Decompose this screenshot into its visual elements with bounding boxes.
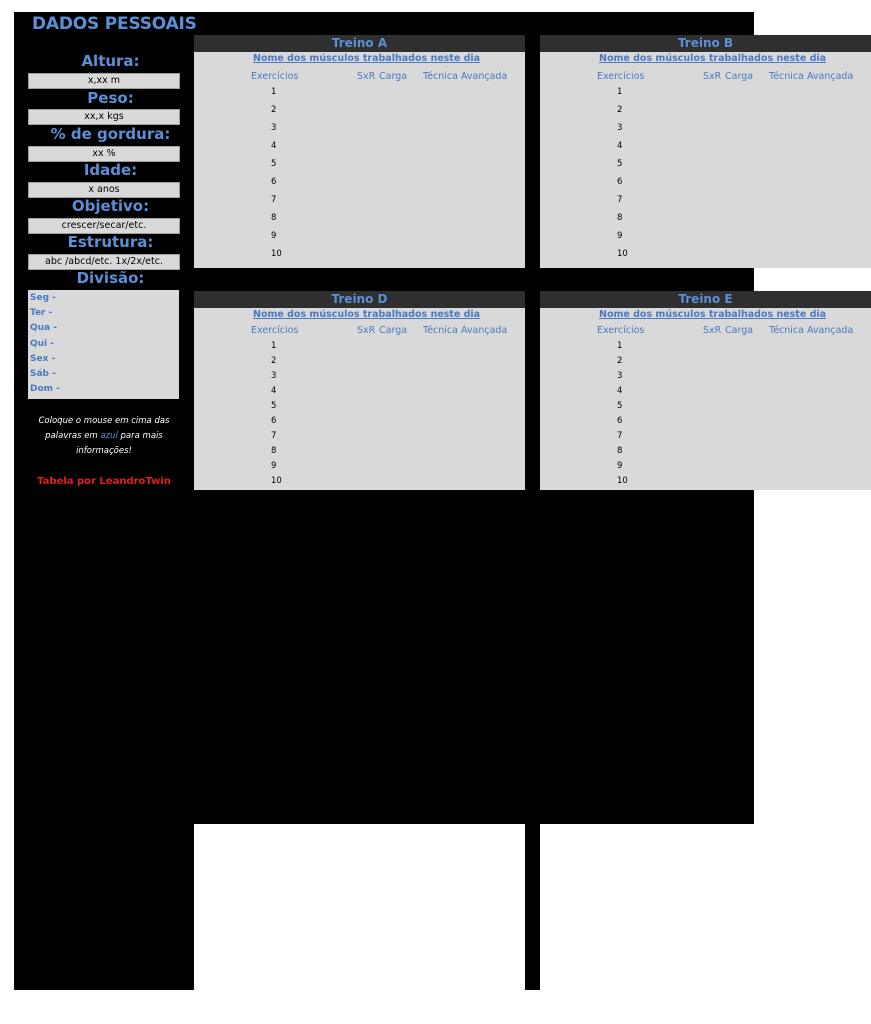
empty-area-left — [194, 824, 525, 990]
age-value[interactable]: x anos — [28, 182, 180, 198]
height-label[interactable]: Altura: — [81, 52, 140, 70]
table-row[interactable] — [194, 460, 525, 475]
row-number: 2 — [271, 105, 277, 115]
hint-line-3: informações! — [76, 446, 132, 456]
workout-panel-d — [194, 291, 525, 490]
weight-value[interactable]: xx,x kgs — [28, 109, 180, 125]
hint-line-1: Coloque o mouse em cima das — [38, 416, 170, 426]
panel-a-title[interactable]: Treino A — [194, 35, 525, 52]
table-row[interactable] — [194, 430, 525, 445]
row-number: 6 — [271, 416, 277, 426]
table-row[interactable] — [194, 230, 525, 248]
table-row[interactable] — [194, 104, 525, 122]
row-number: 10 — [617, 249, 628, 259]
row-number: 6 — [617, 416, 623, 426]
panel-e-muscles[interactable]: Nome dos músculos trabalhados neste dia — [599, 309, 827, 320]
row-number: 7 — [617, 195, 623, 205]
structure-label[interactable]: Estrutura: — [67, 233, 154, 251]
table-row[interactable] — [540, 355, 871, 370]
table-row[interactable] — [540, 370, 871, 385]
row-number: 3 — [617, 371, 623, 381]
table-row[interactable] — [194, 340, 525, 355]
age-label[interactable]: Idade: — [83, 161, 138, 179]
row-number: 6 — [271, 177, 277, 187]
structure-value[interactable]: abc /abcd/etc. 1x/2x/etc. — [28, 254, 180, 270]
panel-b-muscles[interactable]: Nome dos músculos trabalhados neste dia — [599, 53, 827, 64]
table-row[interactable] — [540, 86, 871, 104]
panel-e-technique-header[interactable]: Técnica Avançada — [769, 325, 854, 336]
panel-d-title[interactable]: Treino D — [194, 291, 525, 308]
row-number: 10 — [271, 249, 282, 259]
row-number: 4 — [617, 386, 623, 396]
weight-label[interactable]: Peso: — [87, 89, 134, 107]
row-number: 7 — [271, 195, 277, 205]
panel-d-technique-header[interactable]: Técnica Avançada — [423, 325, 508, 336]
row-number: 3 — [617, 123, 623, 133]
row-number: 5 — [617, 401, 623, 411]
table-row[interactable] — [540, 248, 871, 266]
panel-e-title[interactable]: Treino E — [540, 291, 871, 308]
spreadsheet-sheet — [14, 12, 854, 990]
row-number: 2 — [271, 356, 277, 366]
row-number: 5 — [617, 159, 623, 169]
row-number: 9 — [617, 461, 623, 471]
panel-d-carga-header[interactable]: Carga — [379, 325, 408, 336]
panel-d-sxr-header[interactable]: SxR — [357, 325, 376, 336]
table-row[interactable] — [540, 104, 871, 122]
table-row[interactable] — [540, 415, 871, 430]
row-number: 7 — [271, 431, 277, 441]
panel-a-technique-header[interactable]: Técnica Avançada — [423, 71, 508, 82]
panel-b-technique-header[interactable]: Técnica Avançada — [769, 71, 854, 82]
panel-d-exercises-header[interactable]: Exercícios — [251, 325, 299, 336]
row-number: 7 — [617, 431, 623, 441]
table-row[interactable] — [194, 86, 525, 104]
row-number: 9 — [617, 231, 623, 241]
table-row[interactable] — [194, 158, 525, 176]
table-row[interactable] — [194, 194, 525, 212]
table-row[interactable] — [540, 385, 871, 400]
day-monday[interactable]: Seg - — [30, 293, 56, 303]
row-number: 3 — [271, 123, 277, 133]
table-row[interactable] — [194, 385, 525, 400]
table-row[interactable] — [194, 122, 525, 140]
table-row[interactable] — [194, 370, 525, 385]
panel-a-carga-header[interactable]: Carga — [379, 71, 408, 82]
panel-e-exercises-header[interactable]: Exercícios — [597, 325, 645, 336]
panel-e-sxr-header[interactable]: SxR — [703, 325, 722, 336]
table-row[interactable] — [540, 460, 871, 475]
row-number: 2 — [617, 105, 623, 115]
goal-value[interactable]: crescer/secar/etc. — [28, 218, 180, 234]
table-row[interactable] — [540, 230, 871, 248]
row-number: 10 — [271, 476, 282, 486]
hint-blue-word: azul — [100, 431, 118, 441]
table-row[interactable] — [194, 176, 525, 194]
row-number: 4 — [271, 386, 277, 396]
row-number: 1 — [271, 87, 277, 97]
row-number: 3 — [271, 371, 277, 381]
day-thursday[interactable]: Qui - — [30, 339, 55, 349]
table-row[interactable] — [540, 430, 871, 445]
panel-b-sxr-header[interactable]: SxR — [703, 71, 722, 82]
table-row[interactable] — [194, 140, 525, 158]
panel-b-carga-header[interactable]: Carga — [725, 71, 754, 82]
row-number: 4 — [617, 141, 623, 151]
table-row[interactable] — [540, 158, 871, 176]
hint-line-2-start: palavras em — [45, 431, 101, 441]
division-label[interactable]: Divisão: — [76, 269, 145, 287]
hint-line-2 — [24, 429, 184, 444]
row-number: 1 — [617, 87, 623, 97]
table-row[interactable] — [194, 415, 525, 430]
row-number: 10 — [617, 476, 628, 486]
panel-b-title[interactable]: Treino B — [540, 35, 871, 52]
body-fat-value[interactable]: xx % — [28, 146, 180, 162]
table-row[interactable] — [540, 212, 871, 230]
workout-panel-a — [194, 35, 525, 268]
day-tuesday[interactable]: Ter - — [30, 308, 53, 318]
day-sunday[interactable]: Dom - — [30, 384, 60, 394]
table-row[interactable] — [194, 400, 525, 415]
day-wednesday[interactable]: Qua - — [30, 323, 57, 333]
table-row[interactable] — [194, 248, 525, 266]
row-number: 1 — [617, 341, 623, 351]
panel-d-column-headers — [194, 322, 525, 340]
table-row[interactable] — [194, 212, 525, 230]
row-number: 6 — [617, 177, 623, 187]
workout-panel-b — [540, 35, 871, 268]
table-row[interactable] — [540, 340, 871, 355]
day-saturday[interactable]: Sáb - — [30, 369, 56, 379]
table-row[interactable] — [540, 445, 871, 460]
table-row[interactable] — [540, 122, 871, 140]
workout-panel-e — [540, 291, 871, 490]
height-value[interactable]: x,xx m — [28, 73, 180, 89]
panel-d-muscles[interactable]: Nome dos músculos trabalhados neste dia — [253, 309, 481, 320]
row-number: 1 — [271, 341, 277, 351]
table-row[interactable] — [194, 445, 525, 460]
row-number: 9 — [271, 231, 277, 241]
panel-a-exercises-header[interactable]: Exercícios — [251, 71, 299, 82]
table-row[interactable] — [540, 176, 871, 194]
panel-e-column-headers — [540, 322, 871, 340]
panel-a-muscles[interactable]: Nome dos músculos trabalhados neste dia — [253, 53, 481, 64]
panel-b-exercises-header[interactable]: Exercícios — [597, 71, 645, 82]
table-row[interactable] — [540, 400, 871, 415]
panel-e-carga-header[interactable]: Carga — [725, 325, 754, 336]
panel-b-column-headers — [540, 66, 871, 86]
row-number: 9 — [271, 461, 277, 471]
personal-data-title: DADOS PESSOAIS — [32, 14, 197, 34]
body-fat-label[interactable]: % de gordura: — [50, 125, 171, 143]
row-number: 5 — [271, 159, 277, 169]
table-row[interactable] — [540, 140, 871, 158]
empty-area-right — [540, 824, 754, 990]
author-credit: Tabela por LeandroTwin — [37, 476, 171, 487]
row-number: 5 — [271, 401, 277, 411]
row-number: 8 — [271, 446, 277, 456]
row-number: 8 — [271, 213, 277, 223]
row-number: 4 — [271, 141, 277, 151]
row-number: 8 — [617, 213, 623, 223]
hover-hint — [24, 414, 184, 459]
day-friday[interactable]: Sex - — [30, 354, 56, 364]
panel-a-sxr-header[interactable]: SxR — [357, 71, 376, 82]
table-row[interactable] — [194, 355, 525, 370]
hint-line-2-end: para mais — [117, 431, 163, 441]
panel-a-column-headers — [194, 66, 525, 86]
table-row[interactable] — [540, 475, 871, 490]
row-number: 8 — [617, 446, 623, 456]
row-number: 2 — [617, 356, 623, 366]
table-row[interactable] — [540, 194, 871, 212]
table-row[interactable] — [194, 475, 525, 490]
goal-label[interactable]: Objetivo: — [71, 197, 150, 215]
